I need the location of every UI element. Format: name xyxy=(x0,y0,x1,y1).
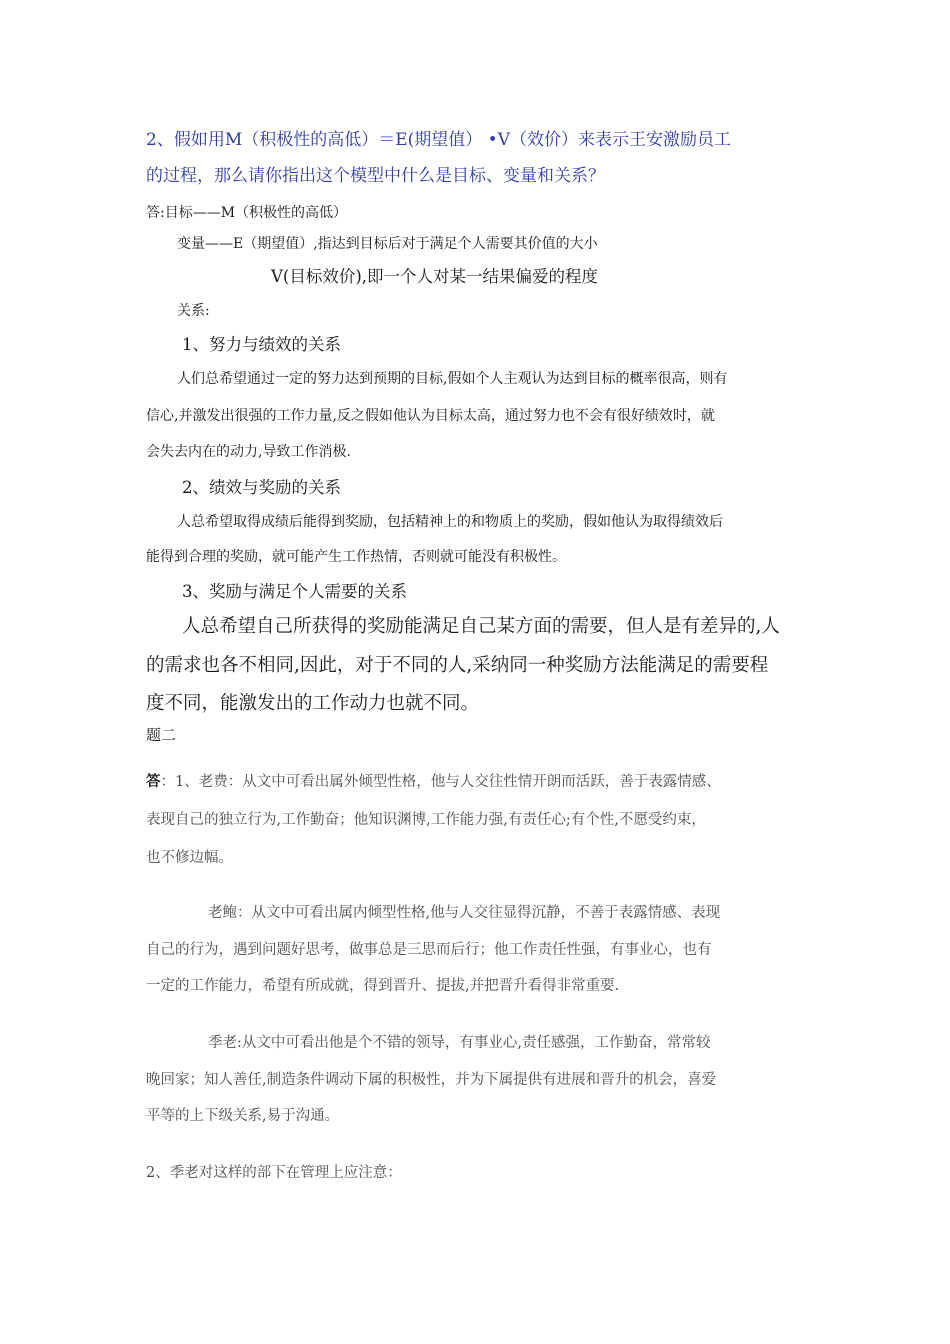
relation-1-title: 1、努力与绩效的关系 xyxy=(182,335,341,354)
lao-fei-line-2: 表现自己的独立行为,工作勤奋；他知识渊博,工作能力强,有责任心;有个性,不愿受约束， xyxy=(146,812,706,828)
lao-fei-line-3: 也不修边幅。 xyxy=(146,850,233,866)
question-line-2: 的过程，那么请你指出这个模型中什么是目标、变量和关系？ xyxy=(146,166,605,186)
relation-1-line-3: 会失去内在的动力,导致工作消极. xyxy=(146,444,351,460)
answer-variable-v: V(目标效价),即一个人对某一结果偏爱的程度 xyxy=(271,267,599,286)
answer-variable-e: 变量——E（期望值）,指达到目标后对于满足个人需要其价值的大小 xyxy=(177,236,598,252)
lao-bao-line-1: 老鲍：从文中可看出属内倾型性格,他与人交往显得沉静，不善于表露情感、表现 xyxy=(208,905,721,921)
lao-bao-line-2: 自己的行为，遇到问题好思考，做事总是三思而后行；他工作责任性强，有事业心，也有 xyxy=(146,942,712,958)
lao-fei-line-1 xyxy=(146,770,721,791)
relation-1-line-1: 人们总希望通过一定的努力达到预期的目标,假如个人主观认为达到目标的概率很高，则有 xyxy=(177,371,728,387)
relation-label: 关系: xyxy=(177,303,210,319)
answer-prefix: 答 xyxy=(146,773,161,790)
relation-1-line-2: 信心,并激发出很强的工作力量,反之假如他认为目标太高，通过努力也不会有很好绩效时，就 xyxy=(146,408,715,424)
relation-3-line-1: 人总希望自己所获得的奖励能满足自己某方面的需要，但人是有差异的,人 xyxy=(182,616,780,637)
ji-lao-line-3: 平等的上下级关系,易于沟通。 xyxy=(146,1108,340,1124)
relation-2-title: 2、绩效与奖励的关系 xyxy=(182,478,341,497)
question-2-manage: 2、季老对这样的部下在管理上应注意： xyxy=(146,1165,402,1181)
relation-3-line-3: 度不同，能激发出的工作动力也就不同。 xyxy=(146,693,480,714)
topic-2-heading: 题二 xyxy=(146,726,177,744)
relation-2-line-1: 人总希望取得成绩后能得到奖励，包括精神上的和物质上的奖励，假如他认为取得绩效后 xyxy=(177,514,723,530)
answer-target: 答:目标——M（积极性的高低） xyxy=(146,205,348,221)
relation-3-line-2: 的需求也各不相同,因此，对于不同的人,采纳同一种奖励方法能满足的需要程 xyxy=(146,655,769,676)
ji-lao-line-2: 晚回家；知人善任,制造条件调动下属的积极性，并为下属提供有进展和晋升的机会，喜爱 xyxy=(146,1072,717,1088)
lao-bao-line-3: 一定的工作能力，希望有所成就，得到晋升、提拔,并把晋升看得非常重要. xyxy=(146,978,620,994)
relation-2-line-2: 能得到合理的奖励，就可能产生工作热情，否则就可能没有积极性。 xyxy=(146,549,566,565)
relation-3-title: 3、奖励与满足个人需要的关系 xyxy=(182,582,407,601)
ji-lao-line-1: 季老:从文中可看出他是个不错的领导，有事业心,责任感强，工作勤奋，常常较 xyxy=(208,1035,711,1051)
question-line-1: 2、假如用M（积极性的高低）＝E(期望值） •V（效价）来表示王安激励员工 xyxy=(146,130,731,150)
lao-fei-line-1-text: ：1、老费：从文中可看出属外倾型性格，他与人交往性情开朗而活跃，善于表露情感、 xyxy=(160,774,721,790)
